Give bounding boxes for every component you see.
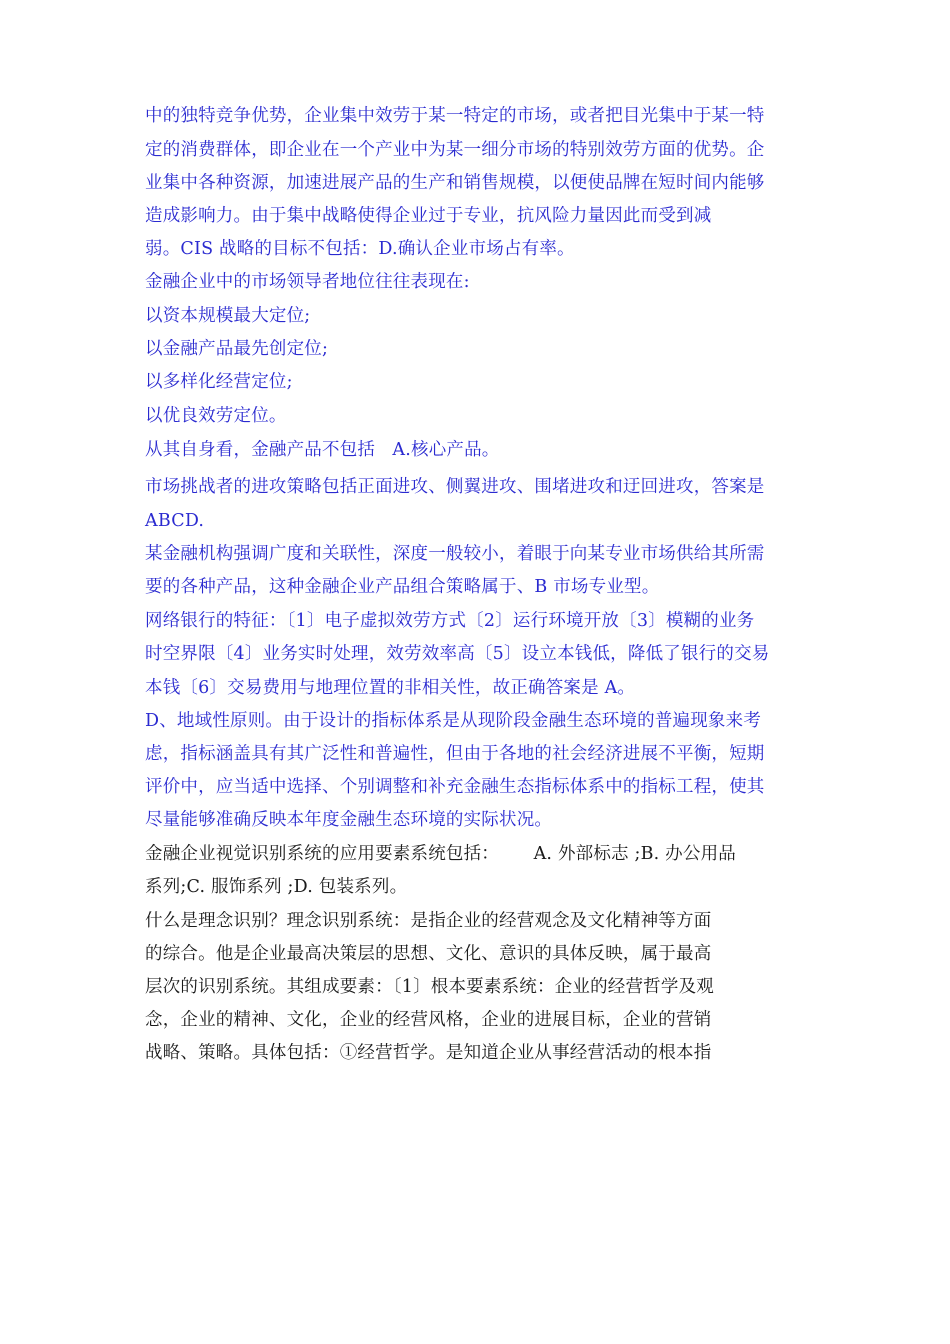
text-line: 以多样化经营定位; (145, 372, 293, 392)
text-line: 金融企业中的市场领导者地位往往表现在: (145, 272, 470, 292)
text-line: 层次的识别系统。其组成要素：〔1〕根本要素系统：企业的经营哲学及观 (145, 977, 714, 997)
text-line: 从其自身看，金融产品不包括 A.核心产品。 (145, 440, 500, 460)
text-line: 尽量能够准确反映本年度金融生态环境的实际状况。 (145, 810, 553, 830)
text-line: 以资本规模最大定位; (145, 306, 311, 326)
text-line: 金融企业视觉识别系统的应用要素系统包括： A. 外部标志 ;B. 办公用品 (145, 844, 736, 864)
text-line: 业集中各种资源，加速进展产品的生产和销售规模，以便使品牌在短时间内能够 (145, 173, 765, 193)
text-line: 评价中，应当适中选择、个别调整和补充金融生态指标体系中的指标工程，使其 (145, 777, 765, 797)
text-line: 系列;C. 服饰系列 ;D. 包装系列。 (145, 877, 408, 897)
text-line: 定的消费群体，即企业在一个产业中为某一细分市场的特别效劳方面的优势。企 (145, 140, 765, 160)
text-line: 市场挑战者的进攻策略包括正面进攻、侧翼进攻、围堵进攻和迂回进攻，答案是 (145, 477, 765, 497)
text-line: 什么是理念识别？理念识别系统：是指企业的经营观念及文化精神等方面 (145, 911, 712, 931)
text-line: 念，企业的精神、文化，企业的经营风格，企业的进展目标，企业的营销 (145, 1010, 712, 1030)
text-line: 时空界限〔4〕业务实时处理，效劳效率高〔5〕设立本钱低，降低了银行的交易 (145, 644, 770, 664)
text-line: 造成影响力。由于集中战略使得企业过于专业，抗风险力量因此而受到减 (145, 206, 712, 226)
text-line: 本钱〔6〕交易费用与地理位置的非相关性，故正确答案是 A。 (145, 678, 636, 698)
text-line: 弱。CIS 战略的目标不包括：D.确认企业市场占有率。 (145, 239, 575, 259)
text-line: 某金融机构强调广度和关联性，深度一般较小，着眼于向某专业市场供给其所需 (145, 544, 765, 564)
text-line: 虑，指标涵盖具有其广泛性和普遍性，但由于各地的社会经济进展不平衡，短期 (145, 744, 765, 764)
text-line: 要的各种产品，这种金融企业产品组合策略属于、B 市场专业型。 (145, 577, 660, 597)
text-line: 网络银行的特征：〔1〕电子虚拟效劳方式〔2〕运行环境开放〔3〕模糊的业务 (145, 611, 755, 631)
text-line: 战略、策略。具体包括：①经营哲学。是知道企业从事经营活动的根本指 (145, 1043, 712, 1063)
text-line: D、地域性原则。由于设计的指标体系是从现阶段金融生态环境的普遍现象来考 (145, 711, 762, 731)
text-line: 的综合。他是企业最高决策层的思想、文化、意识的具体反映，属于最高 (145, 944, 712, 964)
text-line: 以金融产品最先创定位; (145, 339, 329, 359)
text-line: 中的独特竞争优势，企业集中效劳于某一特定的市场，或者把目光集中于某一特 (145, 106, 765, 126)
text-line: ABCD. (145, 511, 205, 531)
text-line: 以优良效劳定位。 (145, 406, 287, 426)
